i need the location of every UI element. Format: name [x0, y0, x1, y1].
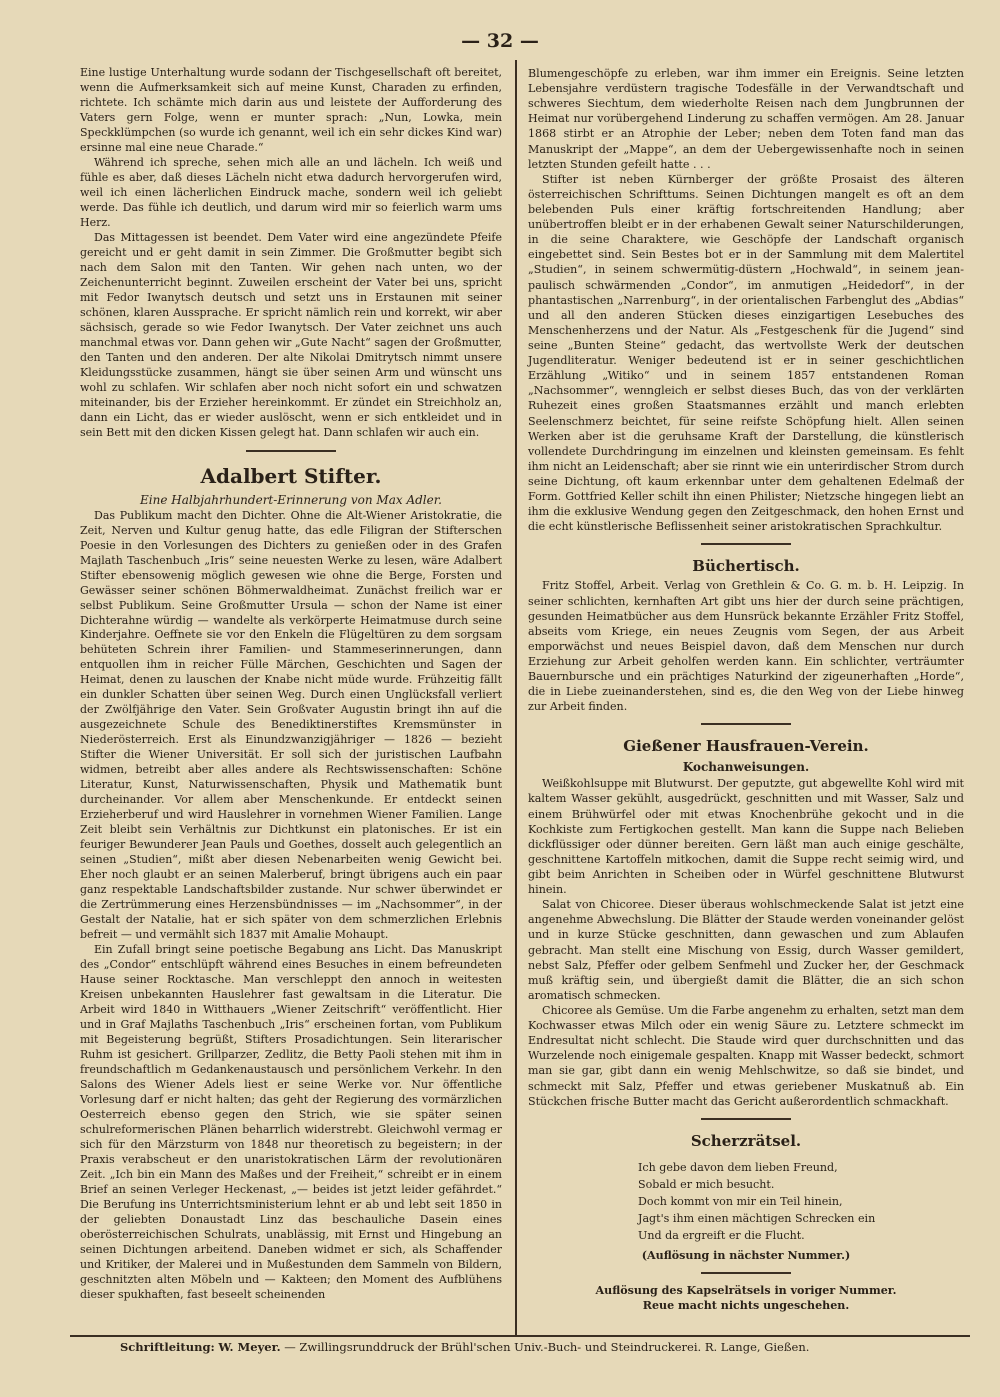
- article-paragraph: Stifter ist neben Kürnberger der größte Prosaist des älteren österreichischen Schrifttums. Seinen Dichtungen mangelt es oft an dem belebenden Puls einer kräftig fortschreitenden Handlung; aber unübertroffen bleibt er in der erhabenen Gewalt seiner Naturschilderungen, in die seine Charaktere, wie Geschöpfe der Landschaft organisch eingebettet sind. Sein Bestes bot er in der Sammlung mit dem Malertitel „Studien“, in seinem schwermütig-düstern „Hochwald“, in seinem jean-paulisch schwärmenden „Condor“, im anmutigen „Heidedorf“, in der phantastischen „Narrenburg“, in der orientalischen Farbenglut des „Abdias“ und all den anderen Stücken dieses einzigartigen Lesebuches des Menschenherzens und der Natur. Als „Festgeschenk für die Jugend“ sind seine „Bunten Steine“ gedacht, das wertvollste Werk der deutschen Jugendliteratur. Weniger bedeutend ist er in seiner geschichtlichen Erzählung „Witiko“ und in seinem 1857 entstandenen Roman „Nachsommer“, wenngleich er selbst dieses Buch, das von der verklärten Ruhezeit eines großen Staatsmannes erzählt und manch erlebten Seelenschmerz beichtet, für seine reifste Schöpfung hielt. Allen seinen Werken aber ist die geruhsame Kraft der Darstellung, die künstlerisch vollendete Durchdringung im einzelnen und kleinsten gemeinsam. Es fehlt ihm nicht an Leidenschaft; aber sie rinnt wie ein unterirdischer Strom durch seine Dichtung, oft kaum erkennbar unter dem gehaltenen Edelmaß der Form. Gottfried Keller schilt ihn einen Philister; Nietzsche hingegen liebt an ihm die exklusive Wendung gegen den Zeitgeschmack, den hohen Ernst und die echt künstlerische Beflissenheit seiner aristokratischen Sprachkultur.: [528, 172, 964, 534]
- section-rule: [701, 1118, 791, 1120]
- books-paragraph: Fritz Stoffel, Arbeit. Verlag von Grethlein & Co. G. m. b. H. Leipzig. In seiner schlichten, kernhaften Art gibt uns hier der durch seine prächtigen, gesunden Heimatbücher aus dem Hunsrück bekannte Erzähler Fritz Stoffel, abseits vom Kriege, ein neues Zeugnis vom Segen, der aus Arbeit emporwächst und neues Beispiel davon, daß dem Menschen nur durch Erziehung zur Arbeit geholfen werden kann. Ein schlichter, verträumter Bauernbursche und ein prächtiges Naturkind der zigeunerhaften „Horde“, die in Liebe zueinanderstehen, sind es, die den Weg von der Liebe hinweg zur Arbeit finden.: [528, 579, 964, 714]
- club-title: Gießener Hausfrauen-Verein.: [623, 737, 869, 756]
- section-rule: [701, 723, 791, 725]
- editor-name: W. Meyer.: [218, 1340, 281, 1354]
- riddle-poem: [638, 1159, 964, 1244]
- section-rule: [701, 543, 791, 545]
- intro-paragraph: Das Mittagessen ist beendet. Dem Vater wird eine angezündete Pfeife gereicht und er geht damit in sein Zimmer. Die Großmutter begibt sich nach dem Salon mit den Tanten. Wir gehen nach unten, wo der Zeichenunterricht beginnt. Zuweilen erscheint der Vater bei uns, spricht mit Fedor Iwanytsch deutsch und setzt uns in Erstaunen mit seiner schönen, klaren Aussprache. Er spricht nämlich rein und korrekt, wir aber sächsisch, gerade so wie Fedor Iwanytsch. Der Vater zeichnet uns auch manchmal etwas vor. Dann gehen wir „Gute Nacht“ sagen der Großmutter, den Tanten und den anderen. Der alte Nikolai Dmitrytsch nimmt unsere Kleidungsstücke zusammen, hängt sie über seinen Arm und wünscht uns wohl zu schlafen. Wir schlafen aber noch nicht sofort ein und schwatzen miteinander, bis der Erzieher hereinkommt. Er zündet ein Streichholz an, dann ein Licht, das er wieder auslöscht, wenn er sich entkleidet und in sein Bett mit den dicken Kissen gelegt hat. Dann schlafen wir auch ein.: [80, 230, 502, 439]
- recipe-paragraph: Salat von Chicoree. Dieser überaus wohlschmeckende Salat ist jetzt eine angenehme Abwechslung. Die Blätter der Staude werden voneinander gelöst und in kurze Stücke geschnitten, dann gewaschen und zum Ablaufen gebracht. Man stellt eine Mischung von Essig, durch Wasser gemildert, nebst Salz, Pfeffer oder gelbem Senfmehl und Zucker her, der Geschmack muß kräftig sein, und übergießt damit die Blätter, die an sich schon aromatisch schmecken.: [528, 898, 964, 1002]
- section-rule: [246, 450, 336, 452]
- page-number: — 32 —: [461, 30, 539, 52]
- footer-imprint: [120, 1340, 950, 1354]
- column-divider: [515, 60, 517, 1335]
- article-byline: Eine Halbjahrhundert-Erinnerung von Max Adler.: [140, 492, 442, 507]
- article-title: Adalbert Stifter.: [200, 463, 382, 488]
- footer-rule: [70, 1335, 970, 1337]
- books-title: Büchertisch.: [692, 557, 800, 576]
- recipe-paragraph: Chicoree als Gemüse. Um die Farbe angenehm zu erhalten, setzt man dem Kochwasser etwas Milch oder ein wenig Säure zu. Letztere schmeckt im Endresultat nicht schlecht. Die Staude wird quer durchschnitten und das Wurzelende noch einigemale gespalten. Knapp mit Wasser bedeckt, schmort man sie gar, gibt dann ein wenig Mehlschwitze, so daß sie bindet, und schmeckt mit Salz, Pfeffer und etwas geriebener Muskatnuß ab. Ein Stückchen frische Butter macht das Gericht außerordentlich schmackhaft.: [528, 1004, 964, 1108]
- article-paragraph: Das Publikum macht den Dichter. Ohne die Alt-Wiener Aristokratie, die Zeit, Nerven und Kultur genug hatte, das edle Filigran der Stifterschen Poesie in den Vorlesungen des Dichters zu genießen oder in des Grafen Majlath Taschenbuch „Iris“ seine neuesten Werke zu lesen, wäre Adalbert Stifter ebensowenig möglich gewesen wie ohne die Berge, Forsten und Gewässer seiner schönen Böhmerwaldheimat. Zunächst freilich war er selbst Publikum. Seine Großmutter Ursula — schon der Name ist einer Dichterahne würdig — wandelte als verkörperte Heimatmuse durch seine Kinderjahre. Oeffnete sie vor den Enkeln die Flügeltüren zu dem sorgsam behüteten Schrein ihrer Familien- und Stammeserinnerungen, dann entquollen ihm in reicher Fülle Märchen, Geschichten und Sagen der Heimat, denen zu lauschen der Knabe nicht müde wurde. Frühzeitig fällt ein dunkler Schatten über seinen Weg. Durch einen Unglücksfall verliert der Zwölfjährige den Vater. Sein Großvater Augustin bringt ihn auf die ausgezeichnete Schule des Benediktinerstiftes Kremsmünster in Niederösterreich. Erst als Einundzwanzigjähriger — 1826 — bezieht Stifter die Wiener Universität. Er soll sich der juristischen Laufbahn widmen, betreibt aber alles andere als Rechtswissenschaften: Schöne Literatur, Kunst, Naturwissenschaften, Physik und Mathematik bunt durcheinander. Vor allem aber Menschenkunde. Er entdeckt seinen Erzieherberuf und wird Hauslehrer in vornehmen Wiener Familien. Lange Zeit bleibt sein Verhältnis zur Dichtkunst ein platonisches. Er ist ein feuriger Bewunderer Jean Pauls und Goethes, dosselt auch gelegentlich an seinen „Studien“, mißt aber diesen Nebenarbeiten wenig Gewicht bei. Eher noch glaubt er an seinen Malerberuf, bringt übrigens auch ein paar ganz respektable Landschaftsbilder zustande. Nur schwer überwindet er die Zertrümmerung eines Herzensbündnisses — im „Nachsommer“, in der Gestalt der Natalie, hat er sich später von dem schmerzlichen Erlebnis befreit — und vermählt sich 1837 mit Amalie Mohaupt.: [80, 508, 502, 942]
- riddle-title: Scherzrätsel.: [690, 1131, 802, 1150]
- article-paragraph: Blumengeschöpfe zu erleben, war ihm immer ein Ereignis. Seine letzten Lebensjahre verdüstern tragische Todesfälle in der Verwandtschaft und schweres Siechtum, dem wiederholte Reisen nach dem Jungbrunnen der Heimat nur vorübergehend Linderung zu schaffen vermögen. Am 28. Januar 1868 stirbt er an Atrophie der Leber; neben dem Toten fand man das Manuskript der „Mappe“, an dem der Uebergewissenhafte noch in seinen letzten Stunden gefeilt hatte . . .: [528, 67, 964, 171]
- riddle-note: (Auflösung in nächster Nummer.): [641, 1248, 851, 1262]
- club-subtitle: Kochanweisungen.: [682, 760, 810, 775]
- riddle-line: Doch kommt von mir ein Teil hinein,: [638, 1194, 843, 1208]
- article-paragraph: Ein Zufall bringt seine poetische Begabung ans Licht. Das Manuskript des „Condor“ entschlüpft während eines Besuches in einem befreundeten Hause seiner Rocktasche. Man verschleppt den annoch in weitesten Kreisen unbekannten Hauslehrer fast gewaltsam in die Literatur. Die Arbeit wird 1840 in Witthauers „Wiener Zeitschrift“ veröffentlicht. Hier und in Graf Majlaths Taschenbuch „Iris“ erscheinen fortan, vom Publikum mit Begeisterung begrüßt, Stifters Prosadichtungen. Sein literarischer Ruhm ist gesichert. Grillparzer, Zedlitz, die Betty Paoli stehen mit ihm in freundschaftlich m Gedankenaustausch und persönlichem Verkehr. In den Salons des Wiener Adels liest er seine Werke vor. Nur öffentliche Vorlesung darf er nicht halten; das geht der Regierung des vormärzlichen Oesterreich ebenso gegen den Strich, wie sie später seinen schulreformerischen Plänen beharrlich widerstrebt. Gleichwohl vermag er sich für den Märzsturm von 1848 nur theoretisch zu begeistern; in der Praxis verabscheut er den unaristokratischen Lärm der revolutionären Zeit. „Ich bin ein Mann des Maßes und der Freiheit,“ schreibt er in einem Brief an seinen Verleger Heckenast, „— beides ist jetzt leider gefährdet.“ Die Berufung ins Unterrichtsministerium lehnt er ab und lebt seit 1850 in der geliebten Donaustadt Linz das beschauliche Dasein eines oberösterreichischen Schulrats, unablässig, mit Ernst und Hingebung an seinen Dichtungen arbeitend. Daneben widmet er sich, als Schaffender und Kritiker, der Malerei und in Mußestunden dem Sammeln von Bildern, geschnitzten alten Möbeln und — Kakteen; den Moment des Aufblühens dieser spukhaften, fast beseelt scheinenden: [80, 943, 502, 1301]
- printer-line: — Zwillingsrunddruck der Brühl'schen Univ.-Buch- und Steindruckerei. R. Lange, Gießen.: [284, 1340, 810, 1354]
- recipe-paragraph: Weißkohlsuppe mit Blutwurst. Der geputzte, gut abgewellte Kohl wird mit kaltem Wasser gekühlt, ausgedrückt, geschnitten und mit Wasser, Salz und einem Brühwürfel oder mit etwas Knochenbrühe gekocht und in die Kochkiste zum Fertigkochen gestellt. Man kann die Suppe nach Belieben dickflüssiger oder dünner bereiten. Gern läßt man auch einige geschälte, geschnittene Kartoffeln mitkochen, damit die Suppe recht seimig wird, und gibt beim Anrichten in Scheiben oder in Würfel geschnittene Blutwurst hinein.: [528, 777, 964, 897]
- right-column: [528, 66, 964, 1313]
- riddle-line: Ich gebe davon dem lieben Freund,: [638, 1160, 838, 1174]
- riddle-line: Jagt's ihm einen mächtigen Schrecken ein: [638, 1211, 876, 1225]
- riddle-line: Sobald er mich besucht.: [638, 1177, 775, 1191]
- left-column: [80, 66, 502, 1303]
- intro-paragraph: Eine lustige Unterhaltung wurde sodann der Tischgesellschaft oft bereitet, wenn die Aufmerksamkeit sich auf meine Kunst, Charaden zu erfinden, richtete. Ich schämte mich darin aus und leistete der Aufforderung des Vaters gern Folge, wenn er munter sprach: „Nun, Lowka, mein Speckklümpchen (so wurde ich genannt, weil ich ein sehr dickes Kind war) ersinne mal eine neue Charade.“: [80, 66, 502, 154]
- riddle-line: Und da ergreift er die Flucht.: [638, 1228, 805, 1242]
- intro-paragraph: Während ich spreche, sehen mich alle an und lächeln. Ich weiß und fühle es aber, daß dieses Lächeln nicht etwa dadurch hervorgerufen wird, weil ich einen lächerlichen Eindruck mache, sondern weil ich geliebt werde. Das fühle ich deutlich, und darum wird mir so feierlich warm ums Herz.: [80, 155, 502, 229]
- solution-text: Reue macht nichts ungeschehen.: [642, 1299, 850, 1312]
- editor-label: Schriftleitung:: [120, 1340, 215, 1354]
- section-rule: [701, 1272, 791, 1274]
- solution-label: Auflösung des Kapselrätsels in voriger Nummer.: [595, 1283, 897, 1297]
